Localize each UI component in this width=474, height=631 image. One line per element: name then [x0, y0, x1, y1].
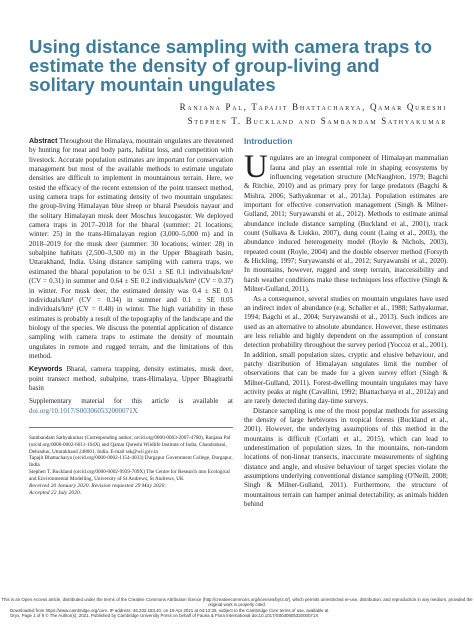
section-divider: [29, 427, 233, 428]
author-list: [120, 100, 447, 128]
received-date: Received 20 January 2020. Revision requested 29 May 2020.: [29, 482, 166, 489]
right-column: [244, 137, 448, 509]
page-footer: [0, 597, 474, 619]
affiliation: Sambandam Sathyakumar (Corresponding author, orcid.org/0000-0003-2007-4780), Ranjana Pal (orcid.org/0000-0002-6011-164X) and Qamar Qureshi Wildlife Institute of India, Chandrabani, Dehradun, Uttarakhand 248001, India. E-mail ssk@wii.gov.in: [29, 434, 231, 455]
download-note: Downloaded from https://www.cambridge.org/core. IP address: 46.232.183.40, on 19 Apr 2021 at 04:12:35, subject to the Cambridge Core terms of use, available at: [10, 607, 329, 613]
journal-citation: Oryx, Page 1 of 9 © The Author(s), 2021. Published by Cambridge University Press on behalf of Fauna & Flora International doi:10.1017/S003060532000071X: [10, 613, 319, 619]
affiliation: Tapajit Bhattacharya (orcid.org/0000-0002-1154-4033) Durgapur Government College, Durgapur, India: [29, 455, 233, 469]
affiliation: Stephen T. Buckland (orcid.org/0000-0002-9939-709X) The Centre for Research into Ecological and Environmental Modelling, University of St Andrews, St Andrews, UK: [29, 468, 230, 482]
intro-paragraph: Distance sampling is one of the most popular methods for assessing the density of large herbivores in tropical forests (Buckland et al., 2001). However, the underlying assumptions of this method in the mountains is difficult (Corlatti et al., 2015), which can lead to underestimation of population sizes. In the mountains, non-random locations of non-linear transects, inaccurate measurements of sighting distance and angle, and elusive behaviour of target species violate the assumptions underlying conventional distance sampling (O'Neill, 2008; Singh & Milner-Gulland, 2011). Furthermore, the structure of mountainous terrain can hamper animal detectability, as animals hidden behind: [244, 406, 448, 509]
supplementary-text: Supplementary material for this article is available at: [29, 397, 233, 406]
keywords-label: Keywords: [29, 366, 63, 374]
article-title: Using distance sampling with camera traps to estimate the density of group-living and solitary mountain ungulates: [29, 36, 432, 95]
supplementary-doi-link[interactable]: doi.org/10.1017/S003060532000071X: [29, 406, 138, 415]
left-column: [29, 137, 233, 497]
author-line: Ranjana Pal, Tapajit Bhattacharya, Qamar Qureshi: [179, 102, 447, 112]
abstract-text: Throughout the Himalaya, mountain ungulates are threatened by hunting for meat and body parts, habitat loss, and competition with livestock. Accurate population estimates are important for conservation management but most of the available methods to estimate ungulate densities are difficult to implement in mountainous terrain. Here, we tested the efficacy of the recent extension of the point transect method, using camera traps for estimating density of two mountain ungulates: the group-living Himalayan blue sheep or bharal Pseudois nayaur and the solitary Himalayan musk deer Moschus leucogaster. We deployed camera traps in 2017–2018 for the bharal (summer: 21 locations; winter: 25) in the trans-Himalayan region (3,000–5,000 m) and in 2018–2019 for the musk deer (summer: 30 locations; winter: 28) in subalpine habitats (2,500–3,500 m) in the Upper Bhagirath basin, Uttarakhand, India. Using distance sampling with camera traps, we estimated the bharal population to be 0.51 ± SE 0.1 individuals/km² (CV = 0.31) in summer and 0.64 ± SE 0.2 individuals/km² (CV = 0.37) in winter. For musk deer, the estimated density was 0.4 ± SE 0.1 individuals/km² (CV = 0.34) in summer and 0.1 ± SE 0.05 individuals/km² (CV = 0.48) in winter. The high variability in these estimates is probably a result of the topography of the landscape and the biology of the species. We discuss the potential application of distance sampling with camera traps to estimate the density of mountain ungulates in remote and rugged terrain, and the limitations of this method.: [29, 137, 233, 360]
author-line: Stephen T. Buckland and Sambandam Sathyakumar: [187, 116, 447, 126]
introduction-heading: Introduction: [244, 136, 293, 146]
abstract: [29, 137, 233, 361]
keywords-text: Bharal, camera trapping, density estimates, musk deer, point transect method, subalpine, trans-Himalaya, Upper Bhagirathi basin: [29, 365, 233, 392]
intro-paragraph: [244, 149, 448, 294]
drop-cap: U: [244, 149, 268, 186]
license-note: This is an Open Access article, distributed under the terms of the Creative Commons Attribution licence (http://creativecommons.org/licenses/by/4.0/), which permits unrestricted re-use, distribution, and reproduction in any medium, provided the original work is properly cited.: [1, 597, 473, 608]
abstract-label: Abstract: [29, 138, 58, 145]
keywords: [29, 365, 233, 393]
supplementary-note: [29, 397, 233, 416]
intro-paragraph: As a consequence, several studies on mountain ungulates have used an indirect index of abundance (e.g. Schaller et al., 1988; Sathyakumar, 1994; Bagchi et al., 2004; Suryawanshi et al., 2013). Such indices are used as an alternative to absolute abundance. However, these estimates are less reliable and highly dependent on the assumption of constant detection probability throughout the survey period (Yoccoz et al., 2001). In addition, small population sizes, cryptic and elusive behaviour, and patchy distribution of Himalayan ungulates limit the number of observations that can be made for a given survey effort (Singh & Milner-Gulland, 2011). Forest-dwelling mountain ungulates may have activity peaks at night (Cavallini, 1992; Bhattacharya et al., 2012a) and are rarely detected during day-time surveys.: [244, 294, 448, 406]
intro-paragraph-text: ngulates are an integral component of Himalayan mammalian fauna and play an essential role in shaping ecosystems by influencing vegetation structure (McNaughton, 1979; Bagchi & Ritchie, 2010) and as primary prey for large predators (Bagchi & Mishra, 2006; Sathyakumar et al., 2013a). Population estimates are important for effective conservation management (Singh & Milner-Gulland, 2011; Suryawanshi et al., 2012). Methods to estimate animal abundance include distance sampling (Buckland et al., 2001), track count (Sulkava & Liukko, 2007), dung count (Laing et al., 2003), the abundance induced heterogeneity model (Royle & Nichols, 2003), repeated count (Royle, 2004) and the double observer method (Forsyth & Hickling, 1997; Suryawanshi et al., 2012; Suryawanshi et al., 2020). In mountains, however, rugged and steep terrain, inaccessibility and harsh weather conditions make these techniques less effective (Singh & Milner-Gulland, 2011).: [244, 154, 448, 294]
accepted-date: Accepted 22 July 2020.: [29, 489, 82, 496]
